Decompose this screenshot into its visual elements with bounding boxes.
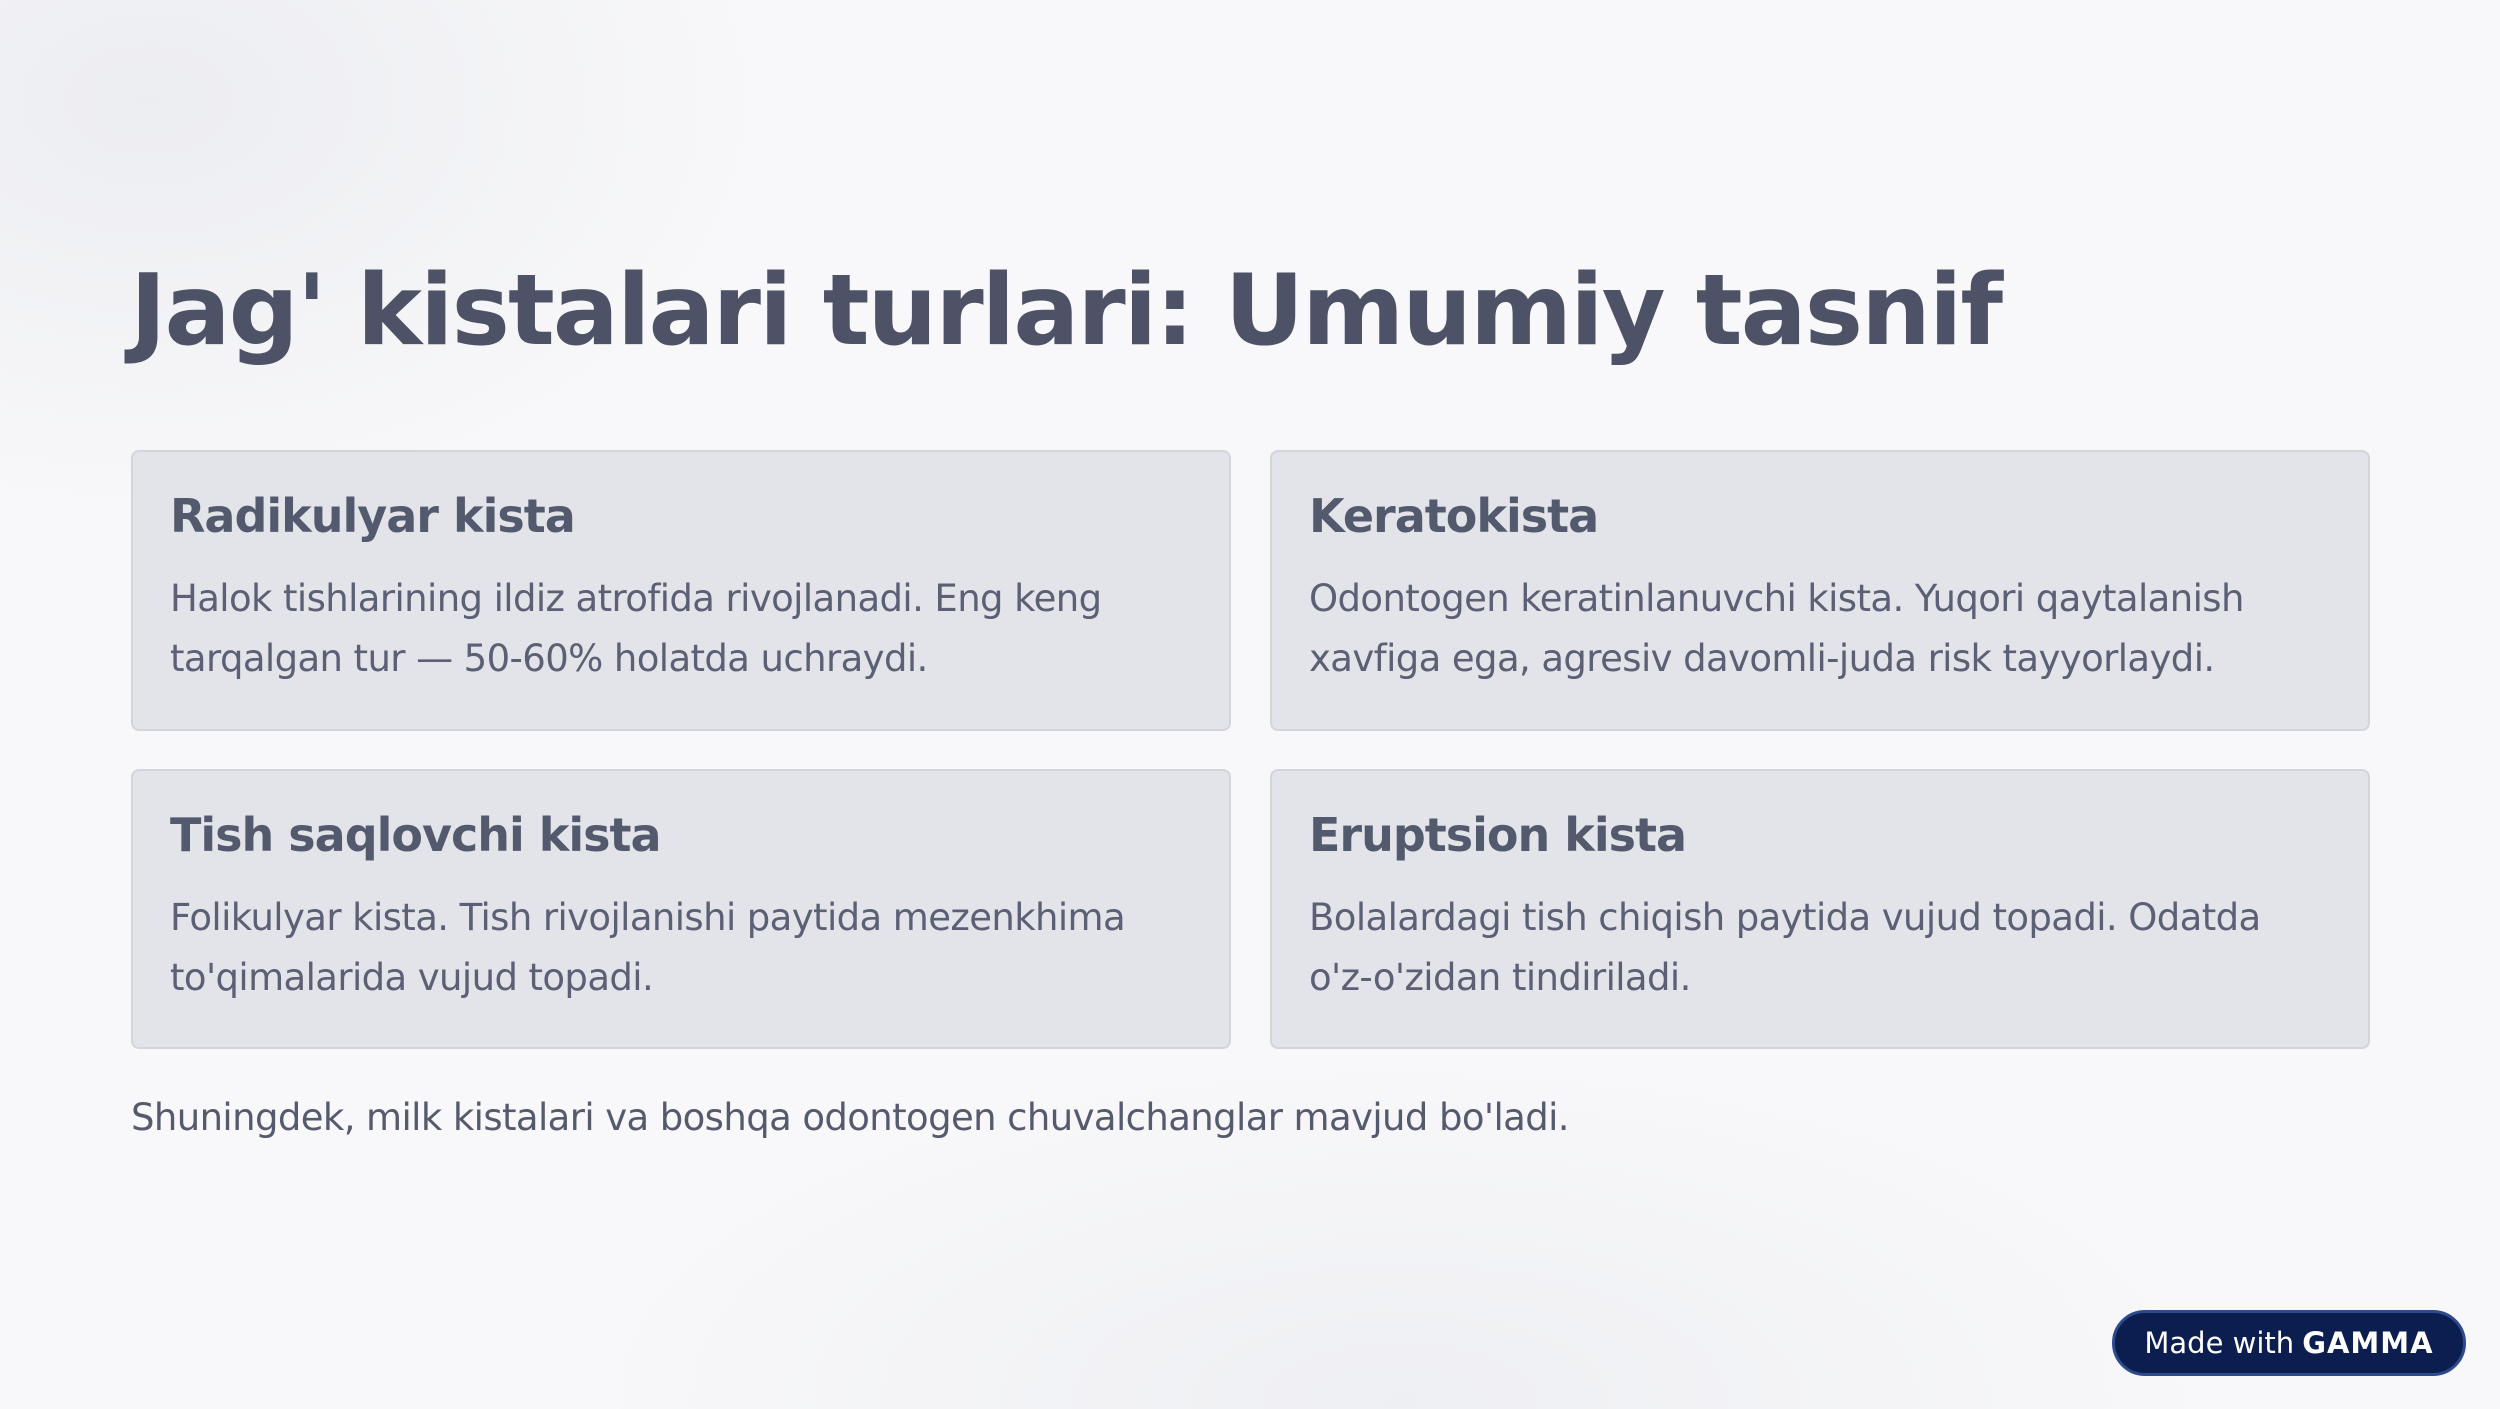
card-tish-saqlovchi-kista	[131, 769, 1231, 1049]
footnote-text: Shuningdek, milk kistalari va boshqa odontogen chuvalchanglar mavjud bo'ladi.	[131, 1096, 1569, 1139]
card-keratokista	[1270, 450, 2370, 731]
card-title: Tish saqlovchi kista	[170, 808, 661, 862]
card-text: Folikulyar kista. Tish rivojlanishi paytida mezenkhima to'qimalarida vujud topadi.	[170, 895, 1126, 999]
slide-title: Jag' kistalari turlari: Umumiy tasnif	[130, 254, 2002, 368]
card-eruptsion-kista	[1270, 769, 2370, 1049]
card-title: Radikulyar kista	[170, 489, 575, 543]
card-text: Odontogen keratinlanuvchi kista. Yuqori qaytalanish xavfiga ega, agresiv davomli-juda risk tayyorlaydi.	[1309, 576, 2244, 680]
card-text: Halok tishlarining ildiz atrofida rivojlanadi. Eng keng tarqalgan tur — 50-60% holatda uchraydi.	[170, 576, 1102, 680]
made-with-gamma-badge[interactable]	[2112, 1310, 2466, 1376]
card-text: Bolalardagi tish chiqish paytida vujud topadi. Odatda o'z-o'zidan tindiriladi.	[1309, 895, 2261, 999]
badge-prefix: Made with	[2144, 1326, 2295, 1360]
gamma-logo: GAMMA	[2302, 1326, 2434, 1360]
card-title: Eruptsion kista	[1309, 808, 1687, 862]
card-grid	[131, 450, 2371, 1049]
card-title: Keratokista	[1309, 489, 1599, 543]
card-radikulyar-kista	[131, 450, 1231, 731]
